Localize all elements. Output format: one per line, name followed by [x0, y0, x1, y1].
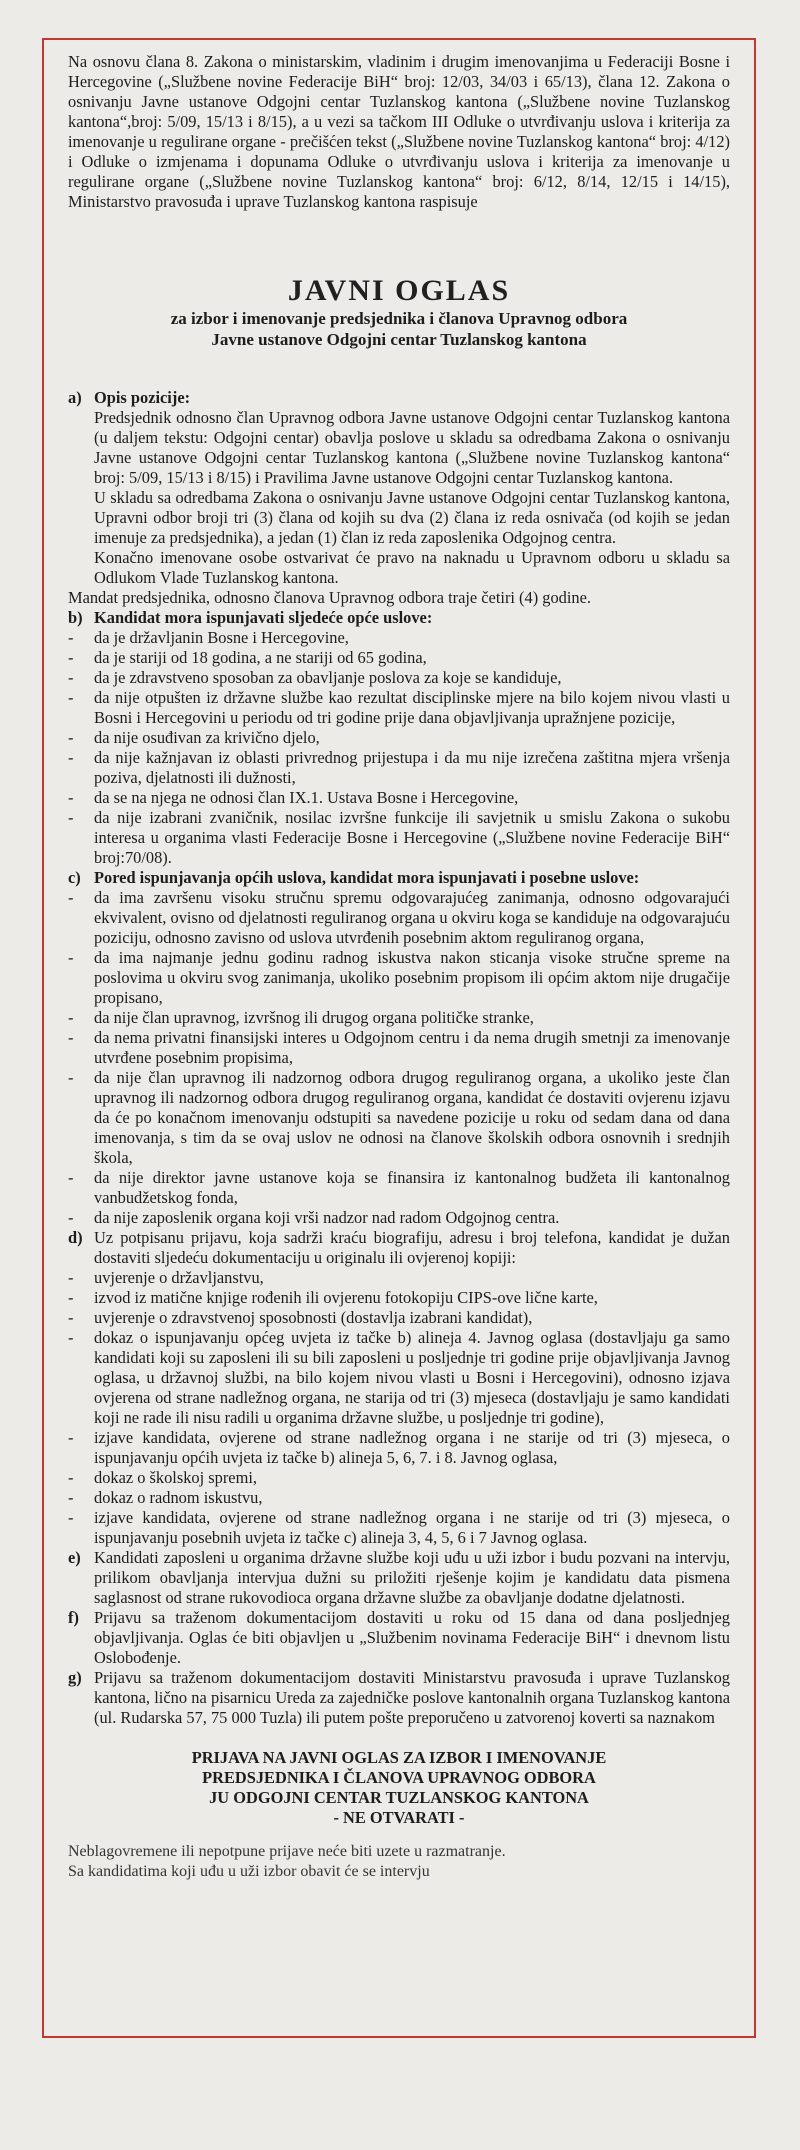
- footnote-line-2: Sa kandidatima koji uđu u uži izbor obavit će se intervju: [68, 1863, 430, 1880]
- list-item: - da nije otpušten iz državne službe kao rezultat disciplinske mjere na bilo kojem nivou vlasti u Bosni i Hercegovini u periodu od tri godine prije dana objavljivanja upražnjene pozicije,: [68, 688, 730, 728]
- list-item: - da je stariji od 18 godina, a ne stariji od 65 godina,: [68, 648, 730, 668]
- notice-subtitle-1: za izbor i imenovanje predsjednika i članova Upravnog odbora: [170, 309, 628, 328]
- notice-subtitle-2: Javne ustanove Odgojni centar Tuzlanskog kantona: [211, 330, 587, 349]
- section-e-text: Kandidati zaposleni u organima državne službe koji uđu u uži izbor i budu pozvani na intervju, prilikom obavljanja intervjua dužni su priložiti rješenje kojim je kandidatu data pismena saglasnost od strane rukovodioca organa državne službe za obavljanje dodatne djelatnosti.: [94, 1548, 730, 1607]
- list-item: - da ima najmanje jednu godinu radnog iskustva nakon sticanja visoke stručne spreme na poslovima u okviru svog zanimanja, ukoliko posebnim propisom ili općim aktom nije drugačije propisano,: [68, 948, 730, 1008]
- section-g-letter: g): [68, 1668, 82, 1687]
- list-item: - da nije izabrani zvaničnik, nosilac izvršne funkcije ili savjetnik u smislu Zakona o sukobu interesa u organima vlasti Federacije Bosne i Hercegovine („Službene novine Federacije BiH“ broj:70/08).: [68, 808, 730, 868]
- section-a-paragraph-2: U skladu sa odredbama Zakona o osnivanju Javne ustanove Odgojni centar Tuzlanskog kantona, Upravni odbor broji tri (3) člana od kojih su dva (2) člana iz reda osnivača (od kojih se jedan imenuje za predsjednika), a jedan (1) član iz reda zaposlenika Odgojnog centra.: [94, 488, 730, 547]
- section-d-list: [68, 1268, 730, 1548]
- section-b: [68, 608, 730, 628]
- list-item: - da nije zaposlenik organa koji vrši nadzor nad radom Odgojnog centra.: [68, 1208, 730, 1228]
- public-notice: [42, 38, 756, 2038]
- list-item: - da nije član upravnog ili nadzornog odbora drugog reguliranog organa, a ukoliko jeste član upravnog ili nadzornog odbora drugog reguliranog organa, kandidat će dostaviti ovjerenu izjavu da će po konačnom imenovanju odstupiti sa navedene pozicije u roku od sedam dana od dana imenovanja, s tim da se ovaj uslov ne odnosi na članove školskih odbora osnovnih i srednjih škola,: [68, 1068, 730, 1168]
- list-item: - da nema privatni finansijski interes u Odgojnom centru i da nema drugih smetnji za imenovanje utvrđene posebnim propisima,: [68, 1028, 730, 1068]
- list-item: - dokaz o ispunjavanju općeg uvjeta iz tačke b) alineja 4. Javnog oglasa (dostavljaju ga samo kandidati koji su zaposleni ili su bili zaposleni u posljednje tri godine prije objavljivanja Javnog oglasa, u državnoj službi, na bilo kojem nivou vlasti u Bosni i Hercegovini), odnosno izjava ovjerena od strane nadležnog organa, ne starija od tri (3) mjeseca (dostavljaju je samo kandidati koji ne rade ili nisu radili u organima državne službe, u posljednje tri godine),: [68, 1328, 730, 1428]
- section-c: [68, 868, 730, 888]
- list-item: - izjave kandidata, ovjerene od strane nadležnog organa i ne starije od tri (3) mjeseca, o ispunjavanju općih uvjeta iz tačke b) alineja 5, 6, 7. i 8. Javnog oglasa,: [68, 1428, 730, 1468]
- section-e: [68, 1548, 730, 1608]
- envelope-label: [68, 1748, 730, 1828]
- section-c-letter: c): [68, 868, 81, 887]
- intro-paragraph: Na osnovu člana 8. Zakona o ministarskim, vladinim i drugim imenovanjima u Federaciji Bosne i Hercegovine („Službene novine Federacije BiH“ broj: 12/03, 34/03 i 65/13), člana 12. Zakona o osnivanju Javne ustanove Odgojni centar Tuzlanskog kantona („Službene novine Tuzlanskog kantona“,broj: 5/09, 15/13 i 8/15), a u vezi sa tačkom III Odluke o utvrđivanju uslova i kriterija za imenovanje u regulirane organe - prečišćen tekst („Službene novine Tuzlanskog kantona“ broj: 4/12) i Odluke o izmjenama i dopunama Odluke o utvrđivanju uslova i kriterija za imenovanje u regulirane organe („Službene novine Tuzlanskog kantona“ broj: 6/12, 8/14, 12/15 i 14/15), Ministarstvo pravosuđa i uprave Tuzlanskog kantona raspisuje: [68, 52, 730, 211]
- footnote: [68, 1842, 730, 1882]
- section-a-paragraph-1: Predsjednik odnosno član Upravnog odbora Javne ustanove Odgojni centar Tuzlanskog kantona (u daljem tekstu: Odgojni centar) obavlja poslove u skladu sa odredbama Zakona o osnivanju Javne ustanove Odgojni centar Tuzlanskog kantona („Službene novine Tuzlanskog kantona“ broj: 5/09, 15/13 i 8/15) i Pravilima Javne ustanove Odgojni centar Tuzlanskog kantona.: [94, 408, 730, 487]
- list-item: - da je državljanin Bosne i Hercegovine,: [68, 628, 730, 648]
- section-b-letter: b): [68, 608, 83, 627]
- section-d-letter: d): [68, 1228, 83, 1247]
- section-d: [68, 1228, 730, 1268]
- section-e-letter: e): [68, 1548, 81, 1567]
- mandate-note: Mandat predsjednika, odnosno članova Upravnog odbora traje četiri (4) godine.: [68, 588, 591, 607]
- notice-heading: [68, 274, 730, 350]
- footnote-line-1: Neblagovremene ili nepotpune prijave neće biti uzete u razmatranje.: [68, 1843, 506, 1860]
- section-a-paragraph-3: Konačno imenovane osobe ostvarivat će pravo na naknadu u Upravnom odboru u skladu sa Odlukom Vlade Tuzlanskog kantona.: [94, 548, 730, 587]
- section-a-letter: a): [68, 388, 82, 407]
- list-item: - da nije kažnjavan iz oblasti privrednog prijestupa i da mu nije izrečena zaštitna mjera vršenja poziva, djelatnosti ili dužnosti,: [68, 748, 730, 788]
- list-item: - da nije član upravnog, izvršnog ili drugog organa političke stranke,: [68, 1008, 730, 1028]
- list-item: - uvjerenje o zdravstvenoj sposobnosti (dostavlja izabrani kandidat),: [68, 1308, 730, 1328]
- list-item: - izvod iz matične knjige rođenih ili ovjerenu fotokopiju CIPS-ove lične karte,: [68, 1288, 730, 1308]
- section-g: [68, 1668, 730, 1728]
- section-a: [68, 388, 730, 588]
- section-a-title: Opis pozicije:: [94, 388, 191, 407]
- envelope-line-3: JU ODGOJNI CENTAR TUZLANSKOG KANTONA: [209, 1788, 589, 1807]
- list-item: - dokaz o radnom iskustvu,: [68, 1488, 730, 1508]
- list-item: - da ima završenu visoku stručnu spremu odgovarajućeg zanimanja, odnosno odgovarajući ekvivalent, ovisno od djelatnosti reguliranog organa u okviru koga se kandiduje na odgovarajuću poziciju, odnosno zavisno od uslova utvrđenih posebnim aktom reguliranog organa,: [68, 888, 730, 948]
- list-item: - da nije direktor javne ustanove koja se finansira iz kantonalnog budžeta ili kantonalnog vanbudžetskog fonda,: [68, 1168, 730, 1208]
- list-item: - uvjerenje o državljanstvu,: [68, 1268, 730, 1288]
- list-item: - izjave kandidata, ovjerene od strane nadležnog organa i ne starije od tri (3) mjeseca, o ispunjavanju posebnih uvjeta iz tačke c) alineja 3, 4, 5, 6 i 7 Javnog oglasa.: [68, 1508, 730, 1548]
- list-item: - dokaz o školskoj spremi,: [68, 1468, 730, 1488]
- section-f: [68, 1608, 730, 1668]
- list-item: - da se na njega ne odnosi član IX.1. Ustava Bosne i Hercegovine,: [68, 788, 730, 808]
- list-item: - da je zdravstveno sposoban za obavljanje poslova za koje se kandiduje,: [68, 668, 730, 688]
- section-f-text: Prijavu sa traženom dokumentacijom dostaviti u roku od 15 dana od dana posljednjeg objavljivanja. Oglas će biti objavljen u „Službenim novinama Federacije BiH“ i dnevnom listu Oslobođenje.: [94, 1608, 730, 1667]
- list-item: - da nije osuđivan za krivično djelo,: [68, 728, 730, 748]
- section-b-title: Kandidat mora ispunjavati sljedeće opće uslove:: [94, 608, 433, 627]
- section-d-text: Uz potpisanu prijavu, koja sadrži kraću biografiju, adresu i broj telefona, kandidat je dužan dostaviti sljedeću dokumentaciju u originalu ili ovjerenoj kopiji:: [94, 1228, 730, 1267]
- envelope-line-2: PREDSJEDNIKA I ČLANOVA UPRAVNOG ODBORA: [202, 1768, 596, 1787]
- notice-title: JAVNI OGLAS: [287, 274, 511, 307]
- envelope-line-1: PRIJAVA NA JAVNI OGLAS ZA IZBOR I IMENOVANJE: [191, 1748, 607, 1767]
- section-b-list: [68, 628, 730, 868]
- section-c-list: [68, 888, 730, 1228]
- notice-sections: [68, 388, 730, 1728]
- section-c-title: Pored ispunjavanja općih uslova, kandidat mora ispunjavati i posebne uslove:: [94, 868, 640, 887]
- section-g-text: Prijavu sa traženom dokumentacijom dostaviti Ministarstvu pravosuđa i uprave Tuzlanskog kantona, lično na pisarnicu Ureda za zajedničke poslove kantonalnih organa Tuzlanskog kantona (ul. Rudarska 57, 75 000 Tuzla) ili putem pošte preporučeno u zatvorenoj koverti sa naznakom: [94, 1668, 730, 1727]
- envelope-line-4: - NE OTVARATI -: [333, 1808, 465, 1827]
- section-f-letter: f): [68, 1608, 79, 1627]
